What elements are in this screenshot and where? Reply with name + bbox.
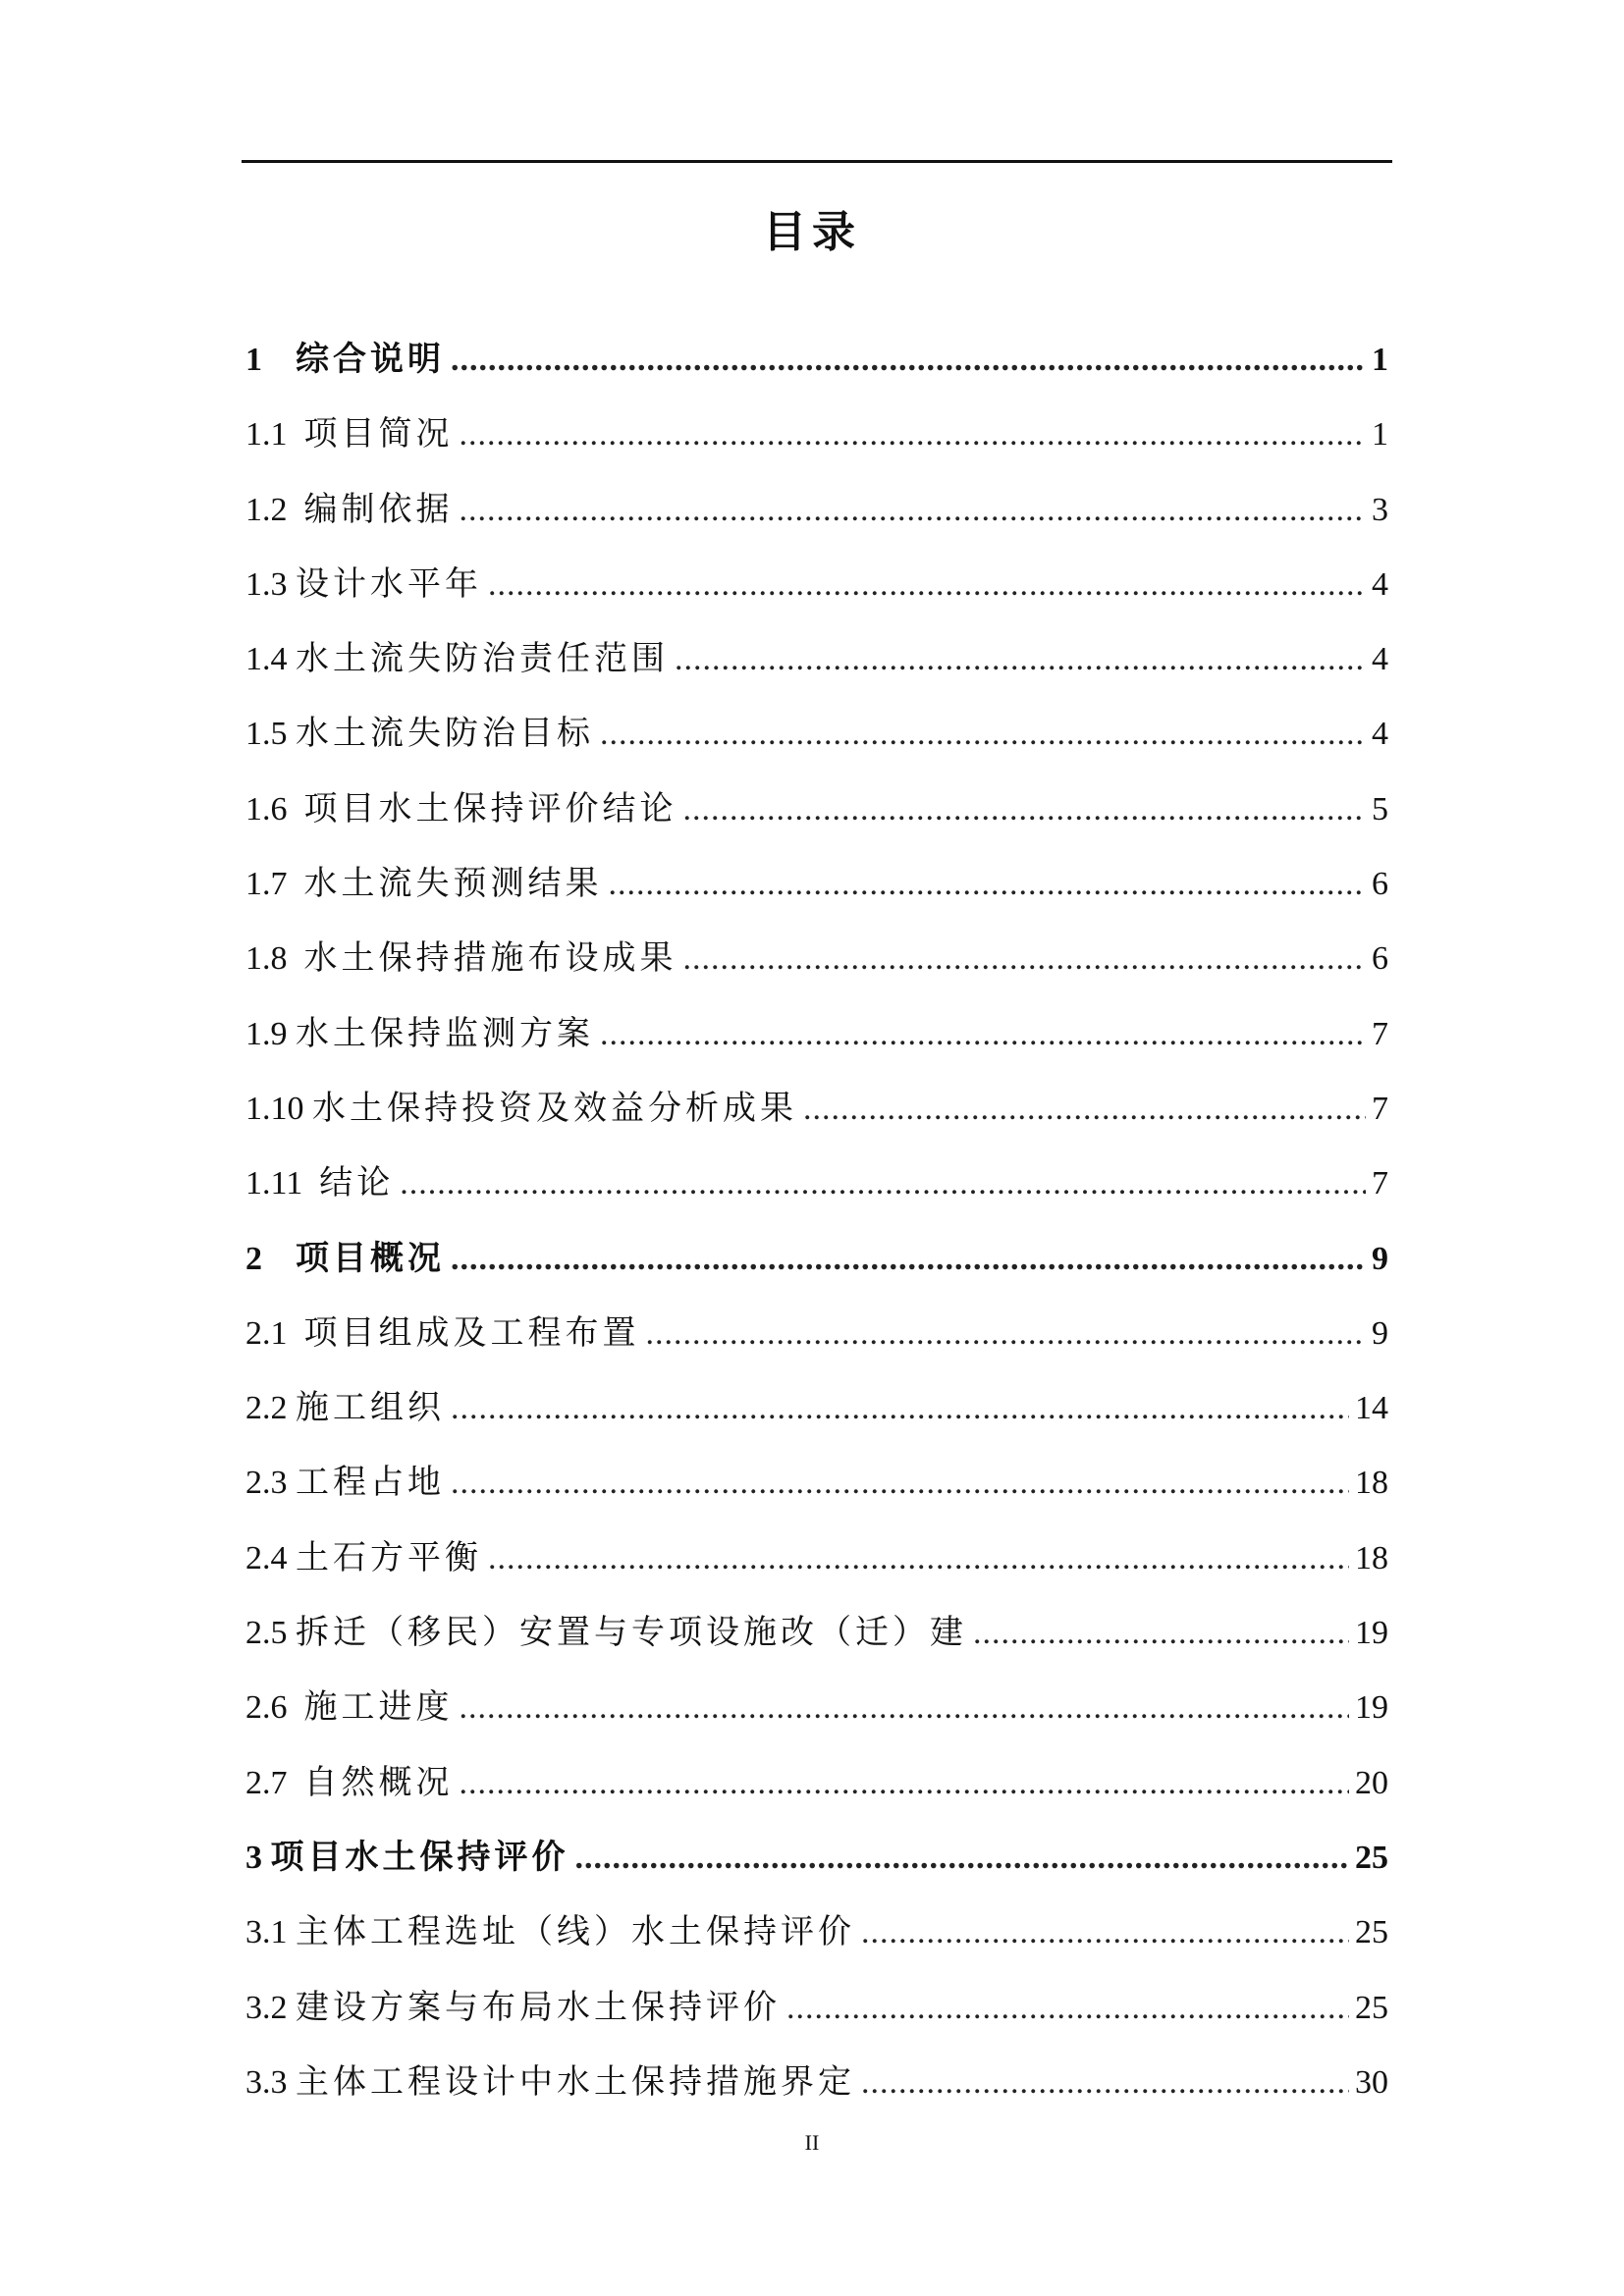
toc-entry-spacer bbox=[304, 1082, 313, 1137]
toc-chapter-entry[interactable] bbox=[245, 1231, 1388, 1306]
toc-entry-number: 1 bbox=[245, 342, 262, 378]
toc-chapter-entry[interactable] bbox=[245, 1830, 1388, 1904]
page-number: II bbox=[804, 2130, 820, 2155]
toc-dot-leader bbox=[675, 632, 1366, 687]
toc-dot-leader bbox=[600, 707, 1366, 762]
toc-entry-page: 25 bbox=[1355, 1914, 1388, 1951]
toc-entry-number: 2.1 bbox=[245, 1314, 288, 1352]
toc-dot-leader bbox=[460, 483, 1367, 538]
toc-entry-title: 编制依据 bbox=[303, 489, 454, 529]
toc-entry-spacer bbox=[288, 932, 304, 987]
toc-entry-number: 1.11 bbox=[245, 1165, 303, 1202]
toc-entry-spacer bbox=[262, 1232, 296, 1287]
toc-entry-title: 拆迁（移民）安置与专项设施改（迁）建 bbox=[296, 1613, 967, 1653]
toc-entry-title: 施工进度 bbox=[303, 1687, 454, 1728]
toc-dot-leader bbox=[460, 407, 1367, 462]
toc-section-entry[interactable] bbox=[245, 631, 1388, 706]
toc-entry-number: 3.3 bbox=[245, 2063, 288, 2101]
toc-entry-number: 1.2 bbox=[245, 491, 288, 528]
toc-section-entry[interactable] bbox=[245, 1455, 1388, 1529]
toc-dot-leader bbox=[600, 1007, 1366, 1062]
toc-entry-page: 19 bbox=[1355, 1689, 1388, 1727]
toc-dot-leader bbox=[460, 1681, 1350, 1735]
header-rule bbox=[242, 160, 1392, 163]
toc-entry-title: 土石方平衡 bbox=[296, 1537, 482, 1577]
toc-entry-spacer bbox=[288, 483, 304, 538]
toc-entry-number: 1.8 bbox=[245, 940, 288, 978]
toc-entry-number: 1.10 bbox=[245, 1090, 304, 1127]
toc-entry-spacer bbox=[288, 558, 297, 613]
toc-entry-page: 25 bbox=[1355, 1989, 1388, 2026]
toc-entry-number: 1.6 bbox=[245, 790, 288, 828]
toc-section-entry[interactable] bbox=[245, 1380, 1388, 1455]
toc-entry-title: 项目概况 bbox=[296, 1238, 445, 1278]
toc-entry-spacer bbox=[288, 1681, 304, 1735]
toc-entry-number: 1.4 bbox=[245, 641, 288, 678]
toc-entry-title: 自然概况 bbox=[303, 1762, 454, 1802]
page-title: 目录 bbox=[763, 207, 861, 257]
toc-entry-number: 2.7 bbox=[245, 1764, 288, 1801]
toc-section-entry[interactable] bbox=[245, 1081, 1388, 1155]
toc-dot-leader bbox=[973, 1606, 1349, 1661]
toc-entry-number: 2.4 bbox=[245, 1539, 288, 1576]
toc-entry-spacer bbox=[302, 1156, 319, 1211]
toc-section-entry[interactable] bbox=[245, 1904, 1388, 1979]
toc-entry-spacer bbox=[288, 1381, 297, 1436]
toc-dot-leader bbox=[400, 1156, 1366, 1211]
toc-section-entry[interactable] bbox=[245, 1980, 1388, 2055]
toc-entry-page: 4 bbox=[1372, 641, 1388, 678]
toc-entry-page: 18 bbox=[1355, 1539, 1388, 1576]
toc-entry-page: 19 bbox=[1355, 1615, 1388, 1652]
toc-entry-number: 2.6 bbox=[245, 1689, 288, 1727]
toc-entry-spacer bbox=[288, 1756, 304, 1811]
toc-entry-page: 3 bbox=[1372, 491, 1388, 528]
toc-entry-spacer bbox=[288, 1007, 297, 1062]
toc-entry-title: 水土流失防治责任范围 bbox=[296, 639, 669, 679]
toc-list bbox=[245, 332, 1388, 2129]
toc-entry-spacer bbox=[288, 782, 304, 837]
toc-section-entry[interactable] bbox=[245, 1306, 1388, 1380]
toc-section-entry[interactable] bbox=[245, 1006, 1388, 1081]
toc-entry-title: 项目水土保持评价结论 bbox=[303, 788, 677, 828]
toc-entry-title: 项目组成及工程布置 bbox=[303, 1312, 640, 1353]
toc-entry-title: 水土保持措施布设成果 bbox=[303, 938, 677, 979]
toc-section-entry[interactable] bbox=[245, 1530, 1388, 1605]
toc-entry-page: 14 bbox=[1355, 1390, 1388, 1427]
toc-entry-spacer bbox=[288, 1905, 297, 1960]
toc-dot-leader bbox=[488, 558, 1366, 613]
toc-entry-page: 20 bbox=[1355, 1764, 1388, 1801]
toc-dot-leader bbox=[803, 1082, 1366, 1137]
toc-section-entry[interactable] bbox=[245, 1155, 1388, 1230]
toc-entry-spacer bbox=[288, 1456, 297, 1511]
toc-entry-number: 3.2 bbox=[245, 1989, 288, 2026]
toc-entry-page: 1 bbox=[1372, 342, 1388, 378]
toc-entry-page: 7 bbox=[1372, 1090, 1388, 1127]
toc-entry-page: 7 bbox=[1372, 1165, 1388, 1202]
toc-entry-number: 2.2 bbox=[245, 1390, 288, 1427]
toc-entry-title: 水土保持投资及效益分析成果 bbox=[312, 1088, 797, 1128]
toc-dot-leader bbox=[575, 1831, 1350, 1886]
toc-entry-title: 水土流失防治目标 bbox=[296, 714, 594, 754]
toc-entry-page: 18 bbox=[1355, 1465, 1388, 1502]
toc-entry-title: 综合说明 bbox=[296, 340, 445, 379]
toc-entry-number: 1.3 bbox=[245, 565, 288, 603]
toc-section-entry[interactable] bbox=[245, 1605, 1388, 1680]
toc-section-entry[interactable] bbox=[245, 482, 1388, 557]
toc-entry-spacer bbox=[288, 1307, 304, 1362]
toc-dot-leader bbox=[451, 333, 1366, 388]
toc-section-entry[interactable] bbox=[245, 557, 1388, 631]
toc-entry-page: 4 bbox=[1372, 716, 1388, 753]
toc-dot-leader bbox=[861, 2056, 1349, 2110]
toc-entry-spacer bbox=[262, 1831, 271, 1886]
toc-dot-leader bbox=[683, 782, 1367, 837]
toc-entry-title: 主体工程设计中水土保持措施界定 bbox=[296, 2061, 855, 2102]
toc-entry-page: 1 bbox=[1372, 416, 1388, 454]
toc-entry-title: 建设方案与布局水土保持评价 bbox=[296, 1987, 781, 2027]
toc-entry-spacer bbox=[288, 707, 297, 762]
toc-entry-page: 9 bbox=[1372, 1240, 1388, 1277]
toc-entry-spacer bbox=[262, 333, 296, 388]
toc-entry-number: 3 bbox=[245, 1839, 262, 1876]
toc-entry-spacer bbox=[288, 857, 304, 912]
toc-entry-page: 5 bbox=[1372, 790, 1388, 828]
toc-entry-page: 6 bbox=[1372, 940, 1388, 978]
toc-dot-leader bbox=[683, 932, 1367, 987]
toc-section-entry[interactable] bbox=[245, 706, 1388, 780]
toc-entry-title: 主体工程选址（线）水土保持评价 bbox=[296, 1912, 855, 1952]
toc-entry-spacer bbox=[288, 2056, 297, 2110]
toc-entry-number: 3.1 bbox=[245, 1914, 288, 1951]
toc-dot-leader bbox=[451, 1381, 1349, 1436]
toc-dot-leader bbox=[609, 857, 1367, 912]
toc-chapter-entry[interactable] bbox=[245, 332, 1388, 406]
toc-entry-page: 30 bbox=[1355, 2063, 1388, 2101]
toc-entry-title: 水土流失预测结果 bbox=[303, 864, 603, 904]
toc-entry-page: 9 bbox=[1372, 1314, 1388, 1352]
toc-entry-number: 1.9 bbox=[245, 1015, 288, 1052]
toc-entry-title: 设计水平年 bbox=[296, 563, 482, 604]
toc-dot-leader bbox=[786, 1981, 1349, 2036]
toc-dot-leader bbox=[861, 1905, 1349, 1960]
toc-dot-leader bbox=[451, 1456, 1349, 1511]
toc-entry-spacer bbox=[288, 407, 304, 462]
toc-section-entry[interactable] bbox=[245, 931, 1388, 1005]
toc-dot-leader bbox=[488, 1531, 1349, 1586]
toc-section-entry[interactable] bbox=[245, 856, 1388, 931]
toc-entry-number: 2.3 bbox=[245, 1465, 288, 1502]
toc-dot-leader bbox=[451, 1232, 1366, 1287]
toc-entry-title: 结论 bbox=[319, 1163, 395, 1203]
toc-dot-leader bbox=[646, 1307, 1367, 1362]
toc-section-entry[interactable] bbox=[245, 406, 1388, 481]
toc-entry-title: 工程占地 bbox=[296, 1463, 445, 1503]
toc-entry-number: 2.5 bbox=[245, 1615, 288, 1652]
toc-entry-title: 施工组织 bbox=[296, 1388, 445, 1428]
toc-entry-spacer bbox=[288, 1606, 297, 1661]
toc-entry-page: 25 bbox=[1355, 1839, 1388, 1876]
toc-section-entry[interactable] bbox=[245, 1755, 1388, 1830]
toc-entry-number: 2 bbox=[245, 1240, 262, 1277]
toc-entry-spacer bbox=[288, 1981, 297, 2036]
toc-section-entry[interactable] bbox=[245, 1680, 1388, 1754]
toc-entry-spacer bbox=[288, 632, 297, 687]
toc-entry-title: 水土保持监测方案 bbox=[296, 1013, 594, 1053]
toc-dot-leader bbox=[460, 1756, 1350, 1811]
toc-entry-title: 项目简况 bbox=[303, 414, 454, 454]
toc-entry-number: 1.7 bbox=[245, 866, 288, 903]
toc-entry-spacer bbox=[288, 1531, 297, 1586]
toc-entry-page: 4 bbox=[1372, 565, 1388, 603]
toc-section-entry[interactable] bbox=[245, 2055, 1388, 2129]
toc-entry-title: 项目水土保持评价 bbox=[270, 1837, 569, 1877]
toc-entry-page: 7 bbox=[1372, 1015, 1388, 1052]
toc-entry-number: 1.1 bbox=[245, 416, 288, 454]
toc-entry-page: 6 bbox=[1372, 866, 1388, 903]
toc-section-entry[interactable] bbox=[245, 781, 1388, 856]
toc-entry-number: 1.5 bbox=[245, 716, 288, 753]
